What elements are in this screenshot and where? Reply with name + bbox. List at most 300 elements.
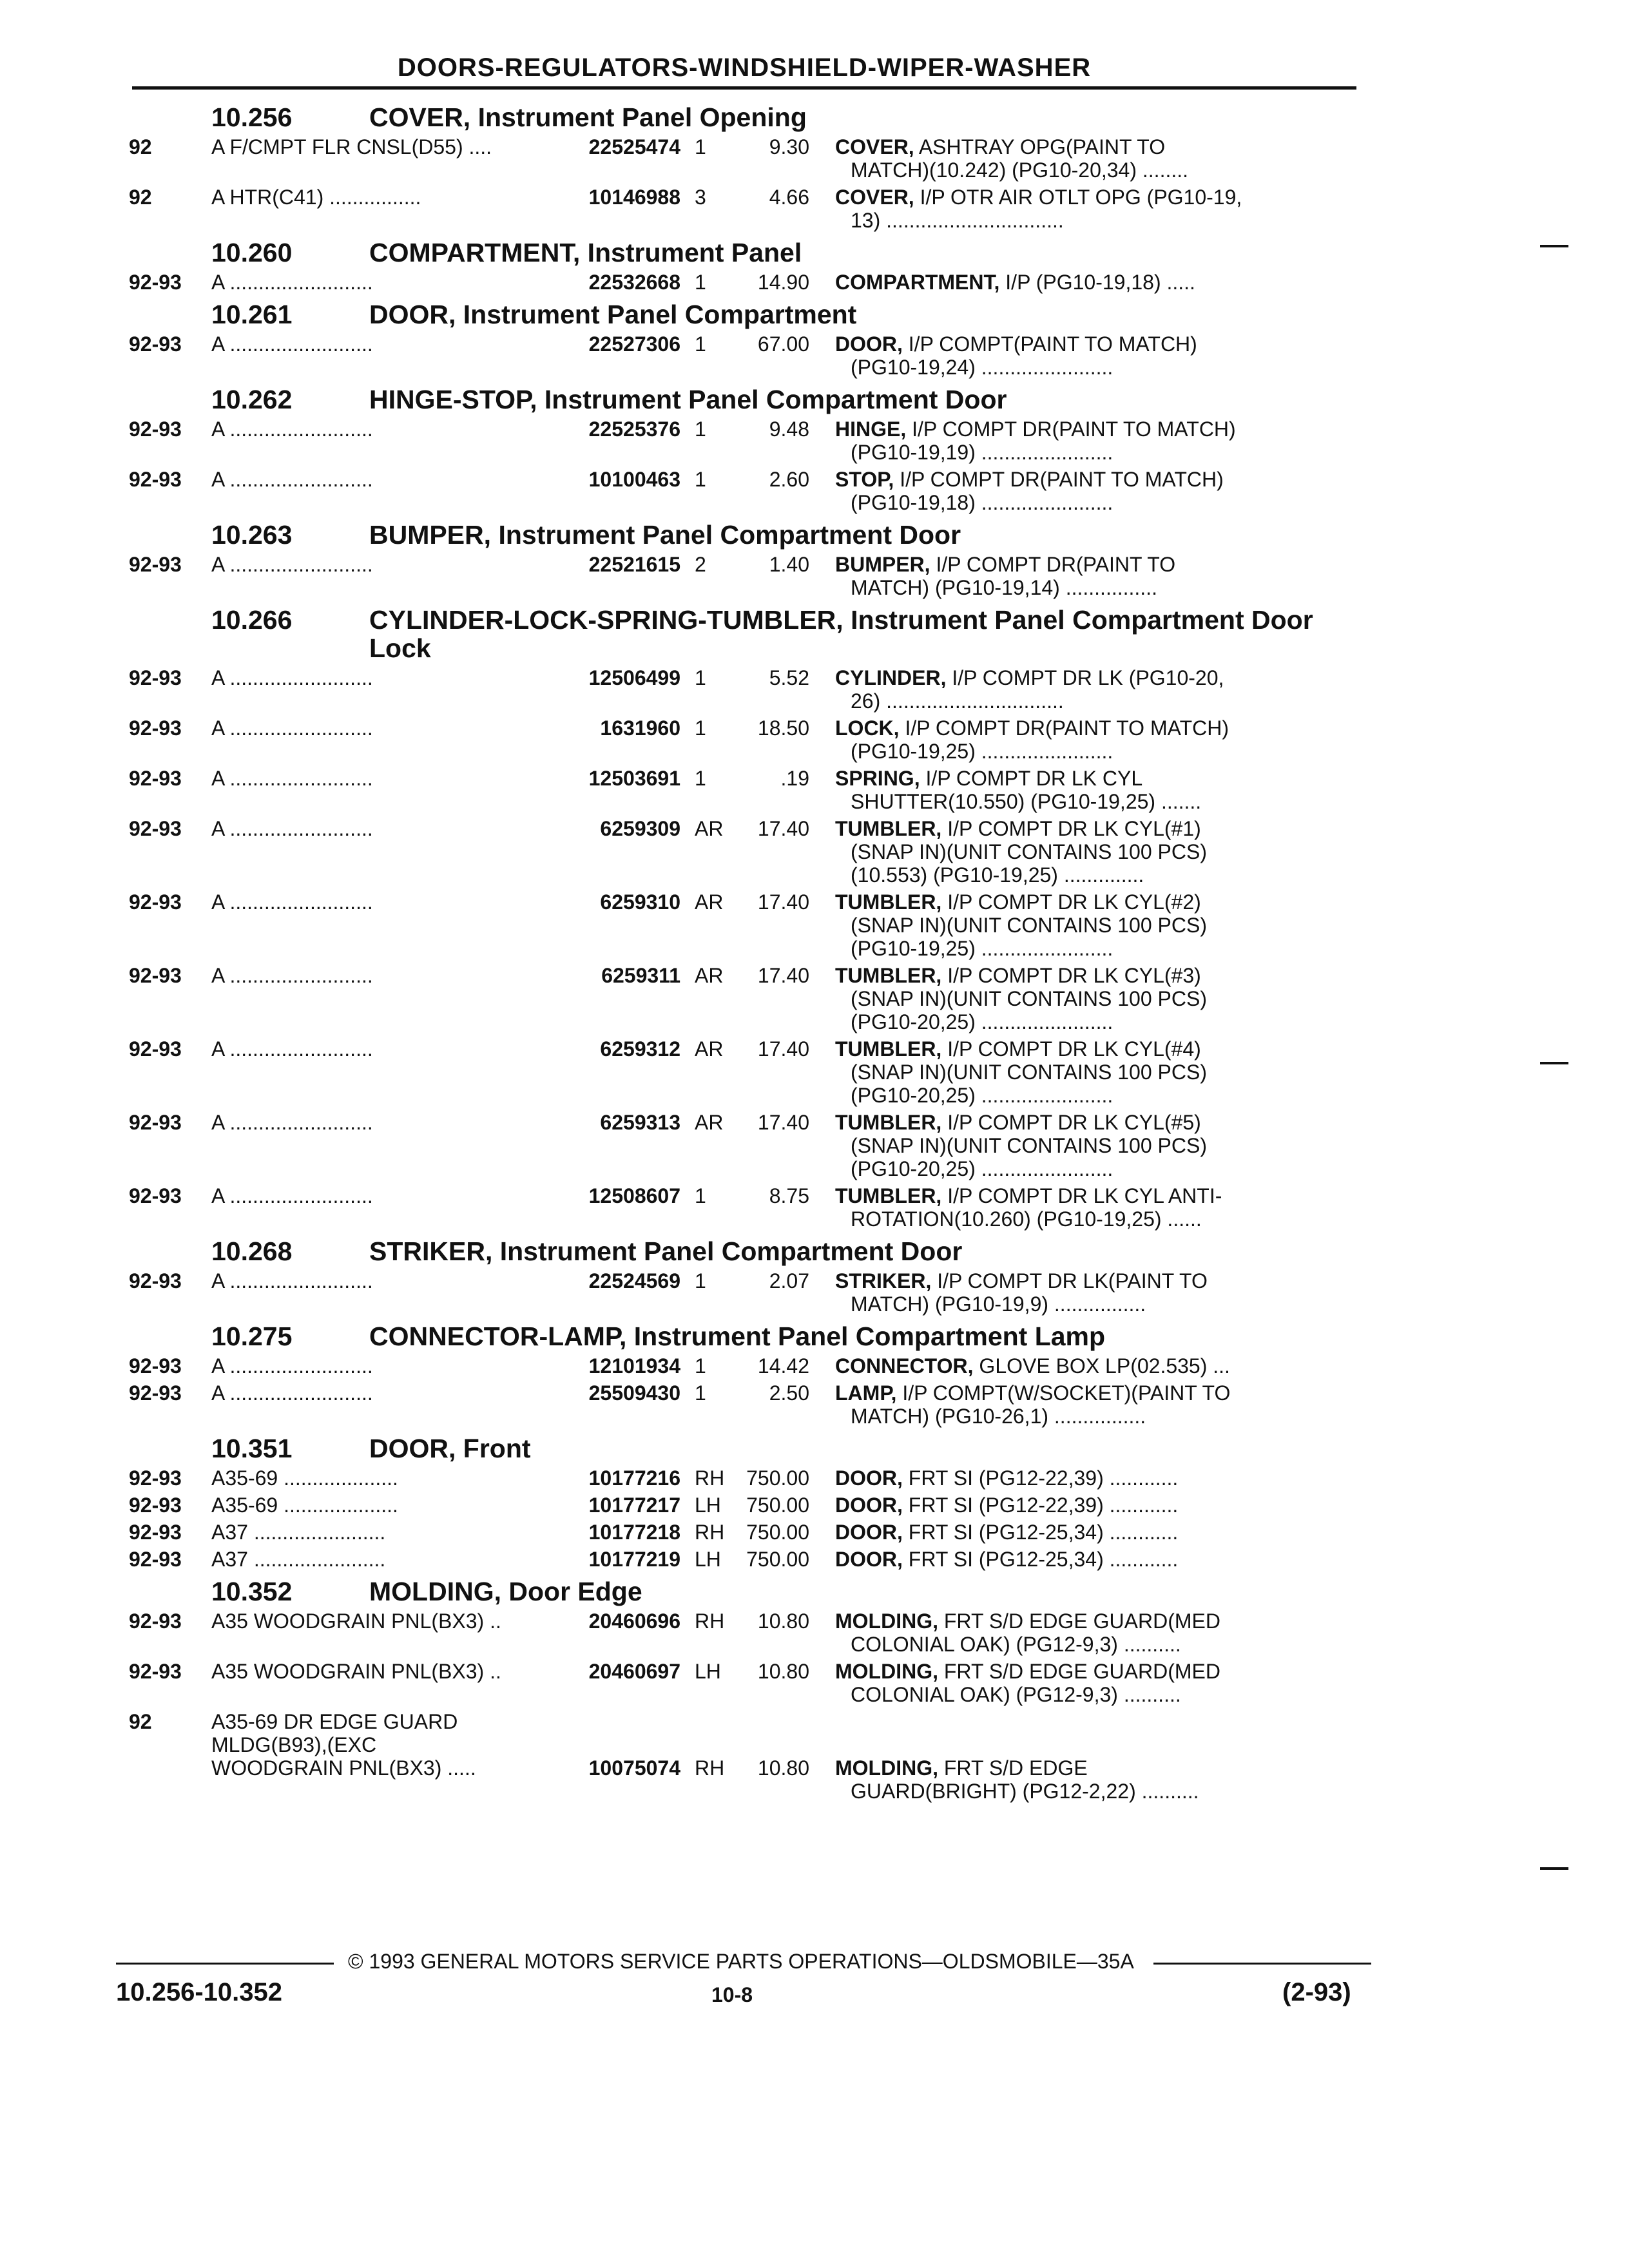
model-year: 92-93 bbox=[129, 553, 182, 576]
price: 10.80 bbox=[757, 1660, 809, 1683]
part-number: 10100463 bbox=[588, 468, 680, 491]
part-detail: FRT S/D EDGE bbox=[943, 1756, 1088, 1780]
quantity-cell bbox=[680, 1037, 732, 1107]
price: 14.90 bbox=[757, 271, 809, 294]
quantity: LH bbox=[695, 1494, 721, 1517]
model-year: 92-93 bbox=[129, 1354, 182, 1378]
price: 18.50 bbox=[757, 716, 809, 740]
part-number-cell bbox=[570, 135, 680, 182]
margin-tick bbox=[1540, 1867, 1568, 1870]
usage-line: A35-69 DR EDGE GUARD bbox=[211, 1710, 458, 1733]
section bbox=[129, 300, 1360, 379]
page-number: 10-8 bbox=[711, 1983, 753, 2006]
part-name bbox=[809, 1354, 1286, 1378]
quantity: AR bbox=[695, 964, 724, 987]
quantity-cell bbox=[680, 1521, 732, 1544]
section-heading bbox=[211, 238, 1360, 267]
part-row bbox=[129, 1354, 1360, 1378]
usage-line: A ......................... bbox=[211, 418, 373, 441]
part-name-continuation: (SNAP IN)(UNIT CONTAINS 100 PCS) bbox=[851, 1134, 1207, 1157]
part-detail: I/P COMPT DR LK CYL bbox=[925, 767, 1143, 790]
model-year: 92-93 bbox=[129, 1184, 182, 1207]
quantity-cell bbox=[680, 1494, 732, 1517]
quantity-cell bbox=[680, 135, 732, 182]
part-name bbox=[809, 1610, 1286, 1656]
part-name-line bbox=[835, 1111, 1286, 1134]
price: .19 bbox=[780, 767, 809, 790]
part-name-continuation: (SNAP IN)(UNIT CONTAINS 100 PCS) bbox=[851, 987, 1207, 1010]
quantity: 1 bbox=[695, 418, 706, 441]
usage-description bbox=[211, 1494, 570, 1517]
quantity: AR bbox=[695, 817, 724, 840]
part-number: 22532668 bbox=[588, 271, 680, 294]
part-row bbox=[129, 1660, 1360, 1706]
part-row bbox=[129, 1037, 1360, 1107]
quantity-cell bbox=[680, 666, 732, 713]
model-year: 92-93 bbox=[129, 418, 182, 441]
part-number-cell bbox=[570, 1610, 680, 1656]
part-noun: LAMP, bbox=[835, 1381, 897, 1405]
part-row bbox=[129, 767, 1360, 813]
part-name bbox=[809, 553, 1286, 599]
part-noun: TUMBLER, bbox=[835, 1111, 942, 1134]
price: 750.00 bbox=[746, 1466, 809, 1490]
part-detail: I/P COMPT DR(PAINT TO MATCH) bbox=[905, 716, 1229, 740]
part-name-line bbox=[835, 418, 1286, 441]
price-cell bbox=[732, 817, 809, 887]
usage-line: A ......................... bbox=[211, 716, 373, 740]
part-name-continuation: ROTATION(10.260) (PG10-19,25) ...... bbox=[851, 1207, 1202, 1231]
price-cell bbox=[732, 468, 809, 514]
section bbox=[129, 103, 1360, 232]
part-number: 10177218 bbox=[588, 1521, 680, 1544]
quantity: 1 bbox=[695, 1354, 706, 1378]
part-number: 6259311 bbox=[601, 964, 680, 987]
part-name-continuation: SHUTTER(10.550) (PG10-19,25) ....... bbox=[851, 790, 1202, 813]
part-name-continuation: MATCH)(10.242) (PG10-20,34) ........ bbox=[851, 159, 1189, 182]
price-cell bbox=[732, 767, 809, 813]
model-year: 92-93 bbox=[129, 1610, 182, 1633]
part-number-cell bbox=[570, 666, 680, 713]
quantity-cell bbox=[680, 1111, 732, 1180]
quantity-cell bbox=[680, 271, 732, 294]
usage-line: A ......................... bbox=[211, 332, 373, 356]
revision-date: (2-93) bbox=[1282, 1978, 1351, 2006]
part-name-continuation: MATCH) (PG10-26,1) ................ bbox=[851, 1405, 1146, 1428]
quantity: 3 bbox=[695, 186, 706, 209]
price-cell bbox=[732, 135, 809, 182]
section-title: CONNECTOR-LAMP, Instrument Panel Compartment Lamp bbox=[369, 1321, 1106, 1351]
part-name-line bbox=[835, 1756, 1286, 1780]
price-cell bbox=[732, 1521, 809, 1544]
part-noun: LOCK, bbox=[835, 716, 900, 740]
part-noun: MOLDING, bbox=[835, 1660, 938, 1683]
part-row bbox=[129, 418, 1360, 464]
part-number: 22525474 bbox=[588, 135, 680, 159]
price: 2.07 bbox=[769, 1269, 809, 1293]
usage-line: A35 WOODGRAIN PNL(BX3) .. bbox=[211, 1610, 501, 1633]
price-cell bbox=[732, 1381, 809, 1428]
parts-list bbox=[129, 97, 1360, 1807]
usage-description bbox=[211, 468, 570, 514]
part-number: 12506499 bbox=[588, 666, 680, 689]
part-detail: ASHTRAY OPG(PAINT TO bbox=[918, 135, 1166, 159]
part-name-continuation: (PG10-19,25) ....................... bbox=[851, 937, 1113, 960]
quantity-cell bbox=[680, 1548, 732, 1571]
part-number: 12503691 bbox=[588, 767, 680, 790]
model-year: 92-93 bbox=[129, 716, 182, 740]
usage-description bbox=[211, 1269, 570, 1316]
price: 17.40 bbox=[757, 817, 809, 840]
part-name-continuation: (PG10-20,25) ....................... bbox=[851, 1157, 1113, 1180]
part-name-line bbox=[835, 767, 1286, 790]
section-title: STRIKER, Instrument Panel Compartment Door bbox=[369, 1236, 963, 1266]
usage-line: A ......................... bbox=[211, 553, 373, 576]
part-number-cell bbox=[570, 1269, 680, 1316]
section bbox=[129, 385, 1360, 514]
quantity-cell bbox=[680, 468, 732, 514]
part-name-line bbox=[835, 1269, 1286, 1293]
quantity: RH bbox=[695, 1756, 725, 1780]
part-number-cell bbox=[570, 1494, 680, 1517]
part-detail: FRT S/D EDGE GUARD(MED bbox=[943, 1610, 1220, 1633]
part-number: 22527306 bbox=[588, 332, 680, 356]
usage-line: A ......................... bbox=[211, 817, 373, 840]
page-title: DOORS-REGULATORS-WINDSHIELD-WIPER-WASHER bbox=[397, 53, 1092, 82]
price-cell bbox=[732, 666, 809, 713]
section-number: 10.266 bbox=[211, 605, 293, 635]
section-number: 10.256 bbox=[211, 102, 293, 132]
part-number-cell bbox=[570, 186, 680, 232]
part-name bbox=[809, 1381, 1286, 1428]
section-heading bbox=[211, 385, 1360, 414]
usage-line: A ......................... bbox=[211, 468, 373, 491]
part-number-cell bbox=[570, 1521, 680, 1544]
part-noun: TUMBLER, bbox=[835, 964, 942, 987]
model-year: 92-93 bbox=[129, 767, 182, 790]
quantity: 1 bbox=[695, 468, 706, 491]
section-title: BUMPER, Instrument Panel Compartment Door bbox=[369, 520, 961, 550]
part-name bbox=[809, 135, 1286, 182]
part-name-continuation: 26) ............................... bbox=[851, 689, 1064, 713]
part-number: 6259312 bbox=[600, 1037, 680, 1061]
section bbox=[129, 1322, 1360, 1428]
part-detail: GLOVE BOX LP(02.535) ... bbox=[979, 1354, 1230, 1378]
model-year: 92-93 bbox=[129, 666, 182, 689]
section-range: 10.256-10.352 bbox=[116, 1978, 283, 2006]
usage-description bbox=[211, 1548, 570, 1571]
part-row bbox=[129, 135, 1360, 182]
usage-line: A ......................... bbox=[211, 1269, 373, 1293]
usage-line: A ......................... bbox=[211, 890, 373, 914]
quantity: 1 bbox=[695, 1269, 706, 1293]
part-number-cell bbox=[570, 553, 680, 599]
usage-line: A ......................... bbox=[211, 1184, 373, 1207]
usage-description bbox=[211, 186, 570, 232]
part-name-continuation: (PG10-19,25) ....................... bbox=[851, 740, 1113, 763]
part-detail: FRT SI (PG12-22,39) ............ bbox=[908, 1466, 1179, 1490]
part-detail: I/P COMPT DR(PAINT TO MATCH) bbox=[900, 468, 1224, 491]
part-detail: I/P COMPT DR LK CYL(#1) bbox=[947, 817, 1201, 840]
part-row bbox=[129, 468, 1360, 514]
part-noun: DOOR, bbox=[835, 332, 903, 356]
usage-description bbox=[211, 1710, 570, 1803]
price-cell bbox=[732, 890, 809, 960]
quantity-cell bbox=[680, 1184, 732, 1231]
model-year: 92-93 bbox=[129, 964, 182, 987]
part-detail: FRT SI (PG12-25,34) ............ bbox=[908, 1521, 1179, 1544]
part-row bbox=[129, 1710, 1360, 1803]
part-name bbox=[809, 1269, 1286, 1316]
quantity: LH bbox=[695, 1660, 721, 1683]
price: 4.66 bbox=[769, 186, 809, 209]
section-number: 10.261 bbox=[211, 300, 293, 329]
usage-description bbox=[211, 1521, 570, 1544]
section-number: 10.352 bbox=[211, 1577, 293, 1606]
part-number: 10177217 bbox=[588, 1494, 680, 1517]
usage-description bbox=[211, 1660, 570, 1706]
price: 5.52 bbox=[769, 666, 809, 689]
section-title: COMPARTMENT, Instrument Panel bbox=[369, 238, 802, 267]
section bbox=[129, 238, 1360, 294]
part-row bbox=[129, 332, 1360, 379]
price: 2.60 bbox=[769, 468, 809, 491]
margin-tick bbox=[1540, 1062, 1568, 1064]
quantity-cell bbox=[680, 964, 732, 1033]
part-name bbox=[809, 332, 1286, 379]
usage-line: A F/CMPT FLR CNSL(D55) .... bbox=[211, 135, 492, 159]
part-noun: BUMPER, bbox=[835, 553, 930, 576]
model-year: 92-93 bbox=[129, 1466, 182, 1490]
quantity-cell bbox=[680, 1269, 732, 1316]
section-heading bbox=[211, 300, 1360, 329]
part-number-cell bbox=[570, 1354, 680, 1378]
usage-description bbox=[211, 135, 570, 182]
usage-line: A37 ....................... bbox=[211, 1548, 386, 1571]
part-number: 20460696 bbox=[588, 1610, 680, 1633]
part-number-cell bbox=[570, 1710, 680, 1803]
part-number-cell bbox=[570, 418, 680, 464]
part-row bbox=[129, 890, 1360, 960]
section bbox=[129, 1577, 1360, 1803]
part-row bbox=[129, 1381, 1360, 1428]
quantity: 1 bbox=[695, 135, 706, 159]
part-number-cell bbox=[570, 1184, 680, 1231]
model-year: 92-93 bbox=[129, 1269, 182, 1293]
price-cell bbox=[732, 271, 809, 294]
price-cell bbox=[732, 1466, 809, 1490]
part-name-line bbox=[835, 332, 1286, 356]
part-name-continuation: (PG10-20,25) ....................... bbox=[851, 1010, 1113, 1033]
price: 10.80 bbox=[757, 1756, 809, 1780]
part-row bbox=[129, 1269, 1360, 1316]
section bbox=[129, 606, 1360, 1231]
part-number-cell bbox=[570, 817, 680, 887]
usage-line: A ......................... bbox=[211, 1354, 373, 1378]
price-cell bbox=[732, 1111, 809, 1180]
quantity-cell bbox=[680, 553, 732, 599]
usage-description bbox=[211, 1354, 570, 1378]
part-number-cell bbox=[570, 1381, 680, 1428]
part-row bbox=[129, 1610, 1360, 1656]
price-cell bbox=[732, 332, 809, 379]
usage-description bbox=[211, 1111, 570, 1180]
part-name bbox=[809, 666, 1286, 713]
quantity-cell bbox=[680, 890, 732, 960]
quantity-cell bbox=[680, 418, 732, 464]
part-name bbox=[809, 1037, 1286, 1107]
part-name-line bbox=[835, 1548, 1286, 1571]
part-number: 25509430 bbox=[588, 1381, 680, 1405]
quantity-cell bbox=[680, 1354, 732, 1378]
part-name-line bbox=[835, 1381, 1286, 1405]
usage-line: A35 WOODGRAIN PNL(BX3) .. bbox=[211, 1660, 501, 1683]
part-noun: TUMBLER, bbox=[835, 1037, 942, 1061]
usage-line: A HTR(C41) ................ bbox=[211, 186, 421, 209]
part-detail: FRT SI (PG12-22,39) ............ bbox=[908, 1494, 1179, 1517]
quantity-cell bbox=[680, 1466, 732, 1490]
part-number-cell bbox=[570, 1466, 680, 1490]
part-row bbox=[129, 666, 1360, 713]
price: 8.75 bbox=[769, 1184, 809, 1207]
quantity-cell bbox=[680, 716, 732, 763]
usage-line: A ......................... bbox=[211, 1381, 373, 1405]
section-heading bbox=[211, 1577, 1360, 1606]
price: 2.50 bbox=[769, 1381, 809, 1405]
part-name-line bbox=[835, 1494, 1286, 1517]
section-heading bbox=[211, 103, 1360, 131]
part-name bbox=[809, 1466, 1286, 1490]
part-detail: I/P COMPT DR(PAINT TO MATCH) bbox=[912, 418, 1236, 441]
part-row bbox=[129, 553, 1360, 599]
quantity-cell bbox=[680, 1710, 732, 1803]
part-noun: MOLDING, bbox=[835, 1756, 938, 1780]
section-number: 10.275 bbox=[211, 1321, 293, 1351]
part-detail: I/P COMPT DR(PAINT TO bbox=[936, 553, 1176, 576]
part-name-line bbox=[835, 1660, 1286, 1683]
section-title: COVER, Instrument Panel Opening bbox=[369, 102, 807, 132]
price: 17.40 bbox=[757, 1037, 809, 1061]
part-noun: HINGE, bbox=[835, 418, 907, 441]
part-name bbox=[809, 817, 1286, 887]
usage-description bbox=[211, 817, 570, 887]
price: 17.40 bbox=[757, 1111, 809, 1134]
price-cell bbox=[732, 1710, 809, 1803]
usage-line: A ......................... bbox=[211, 964, 373, 987]
price-cell bbox=[732, 1660, 809, 1706]
quantity: LH bbox=[695, 1548, 721, 1571]
part-noun: DOOR, bbox=[835, 1494, 903, 1517]
part-noun: TUMBLER, bbox=[835, 890, 942, 914]
part-name-continuation: (PG10-20,25) ....................... bbox=[851, 1084, 1113, 1107]
quantity: AR bbox=[695, 1111, 724, 1134]
part-number-cell bbox=[570, 1037, 680, 1107]
usage-line: MLDG(B93),(EXC bbox=[211, 1733, 377, 1756]
price-cell bbox=[732, 1269, 809, 1316]
part-number: 6259310 bbox=[600, 890, 680, 914]
part-row bbox=[129, 716, 1360, 763]
part-detail: I/P COMPT DR LK CYL(#4) bbox=[947, 1037, 1201, 1061]
section-number: 10.263 bbox=[211, 520, 293, 550]
price: 17.40 bbox=[757, 964, 809, 987]
part-number-cell bbox=[570, 1548, 680, 1571]
part-noun: COVER, bbox=[835, 135, 914, 159]
model-year: 92-93 bbox=[129, 271, 182, 294]
usage-description bbox=[211, 332, 570, 379]
part-name bbox=[809, 1660, 1286, 1706]
part-name bbox=[809, 1184, 1286, 1231]
model-year: 92-93 bbox=[129, 468, 182, 491]
part-name-continuation: (SNAP IN)(UNIT CONTAINS 100 PCS) bbox=[851, 1061, 1207, 1084]
section-heading bbox=[211, 1434, 1360, 1463]
usage-line: A ......................... bbox=[211, 666, 373, 689]
model-year: 92-93 bbox=[129, 1660, 182, 1683]
part-noun: CONNECTOR, bbox=[835, 1354, 974, 1378]
part-name-continuation: 13) ............................... bbox=[851, 209, 1064, 232]
quantity-cell bbox=[680, 1610, 732, 1656]
usage-description bbox=[211, 418, 570, 464]
part-name bbox=[809, 767, 1286, 813]
part-number-cell bbox=[570, 716, 680, 763]
quantity: RH bbox=[695, 1466, 725, 1490]
part-number: 10075074 bbox=[588, 1756, 680, 1780]
section-number: 10.268 bbox=[211, 1236, 293, 1266]
part-name bbox=[809, 1111, 1286, 1180]
usage-description bbox=[211, 767, 570, 813]
part-number-cell bbox=[570, 964, 680, 1033]
part-name-line bbox=[835, 1037, 1286, 1061]
price-cell bbox=[732, 186, 809, 232]
price: 67.00 bbox=[757, 332, 809, 356]
usage-description bbox=[211, 964, 570, 1033]
part-number-cell bbox=[570, 332, 680, 379]
part-detail: I/P COMPT DR LK CYL ANTI- bbox=[947, 1184, 1222, 1207]
price-cell bbox=[732, 553, 809, 599]
part-noun: DOOR, bbox=[835, 1521, 903, 1544]
part-noun: COVER, bbox=[835, 186, 914, 209]
part-number-cell bbox=[570, 1660, 680, 1706]
part-number: 6259309 bbox=[600, 817, 680, 840]
part-name bbox=[809, 964, 1286, 1033]
part-name-line bbox=[835, 186, 1286, 209]
usage-description bbox=[211, 1381, 570, 1428]
part-number-cell bbox=[570, 890, 680, 960]
price: 9.48 bbox=[769, 418, 809, 441]
part-name-continuation: GUARD(BRIGHT) (PG12-2,22) .......... bbox=[851, 1780, 1199, 1803]
usage-description bbox=[211, 271, 570, 294]
part-detail: I/P COMPT DR LK CYL(#5) bbox=[947, 1111, 1201, 1134]
part-name-line bbox=[835, 817, 1286, 840]
part-detail: FRT S/D EDGE GUARD(MED bbox=[943, 1660, 1220, 1683]
part-name bbox=[809, 468, 1286, 514]
part-number: 6259313 bbox=[600, 1111, 680, 1134]
quantity: RH bbox=[695, 1521, 725, 1544]
part-name-continuation: (PG10-19,18) ....................... bbox=[851, 491, 1113, 514]
usage-line: A ......................... bbox=[211, 767, 373, 790]
part-name-line bbox=[835, 964, 1286, 987]
quantity: AR bbox=[695, 890, 724, 914]
price: 750.00 bbox=[746, 1548, 809, 1571]
usage-description bbox=[211, 666, 570, 713]
model-year: 92 bbox=[129, 135, 152, 159]
price: 14.42 bbox=[757, 1354, 809, 1378]
quantity: 1 bbox=[695, 1184, 706, 1207]
part-noun: COMPARTMENT, bbox=[835, 271, 1000, 294]
model-year: 92 bbox=[129, 1710, 152, 1733]
price: 17.40 bbox=[757, 890, 809, 914]
price-cell bbox=[732, 1354, 809, 1378]
quantity: 1 bbox=[695, 666, 706, 689]
